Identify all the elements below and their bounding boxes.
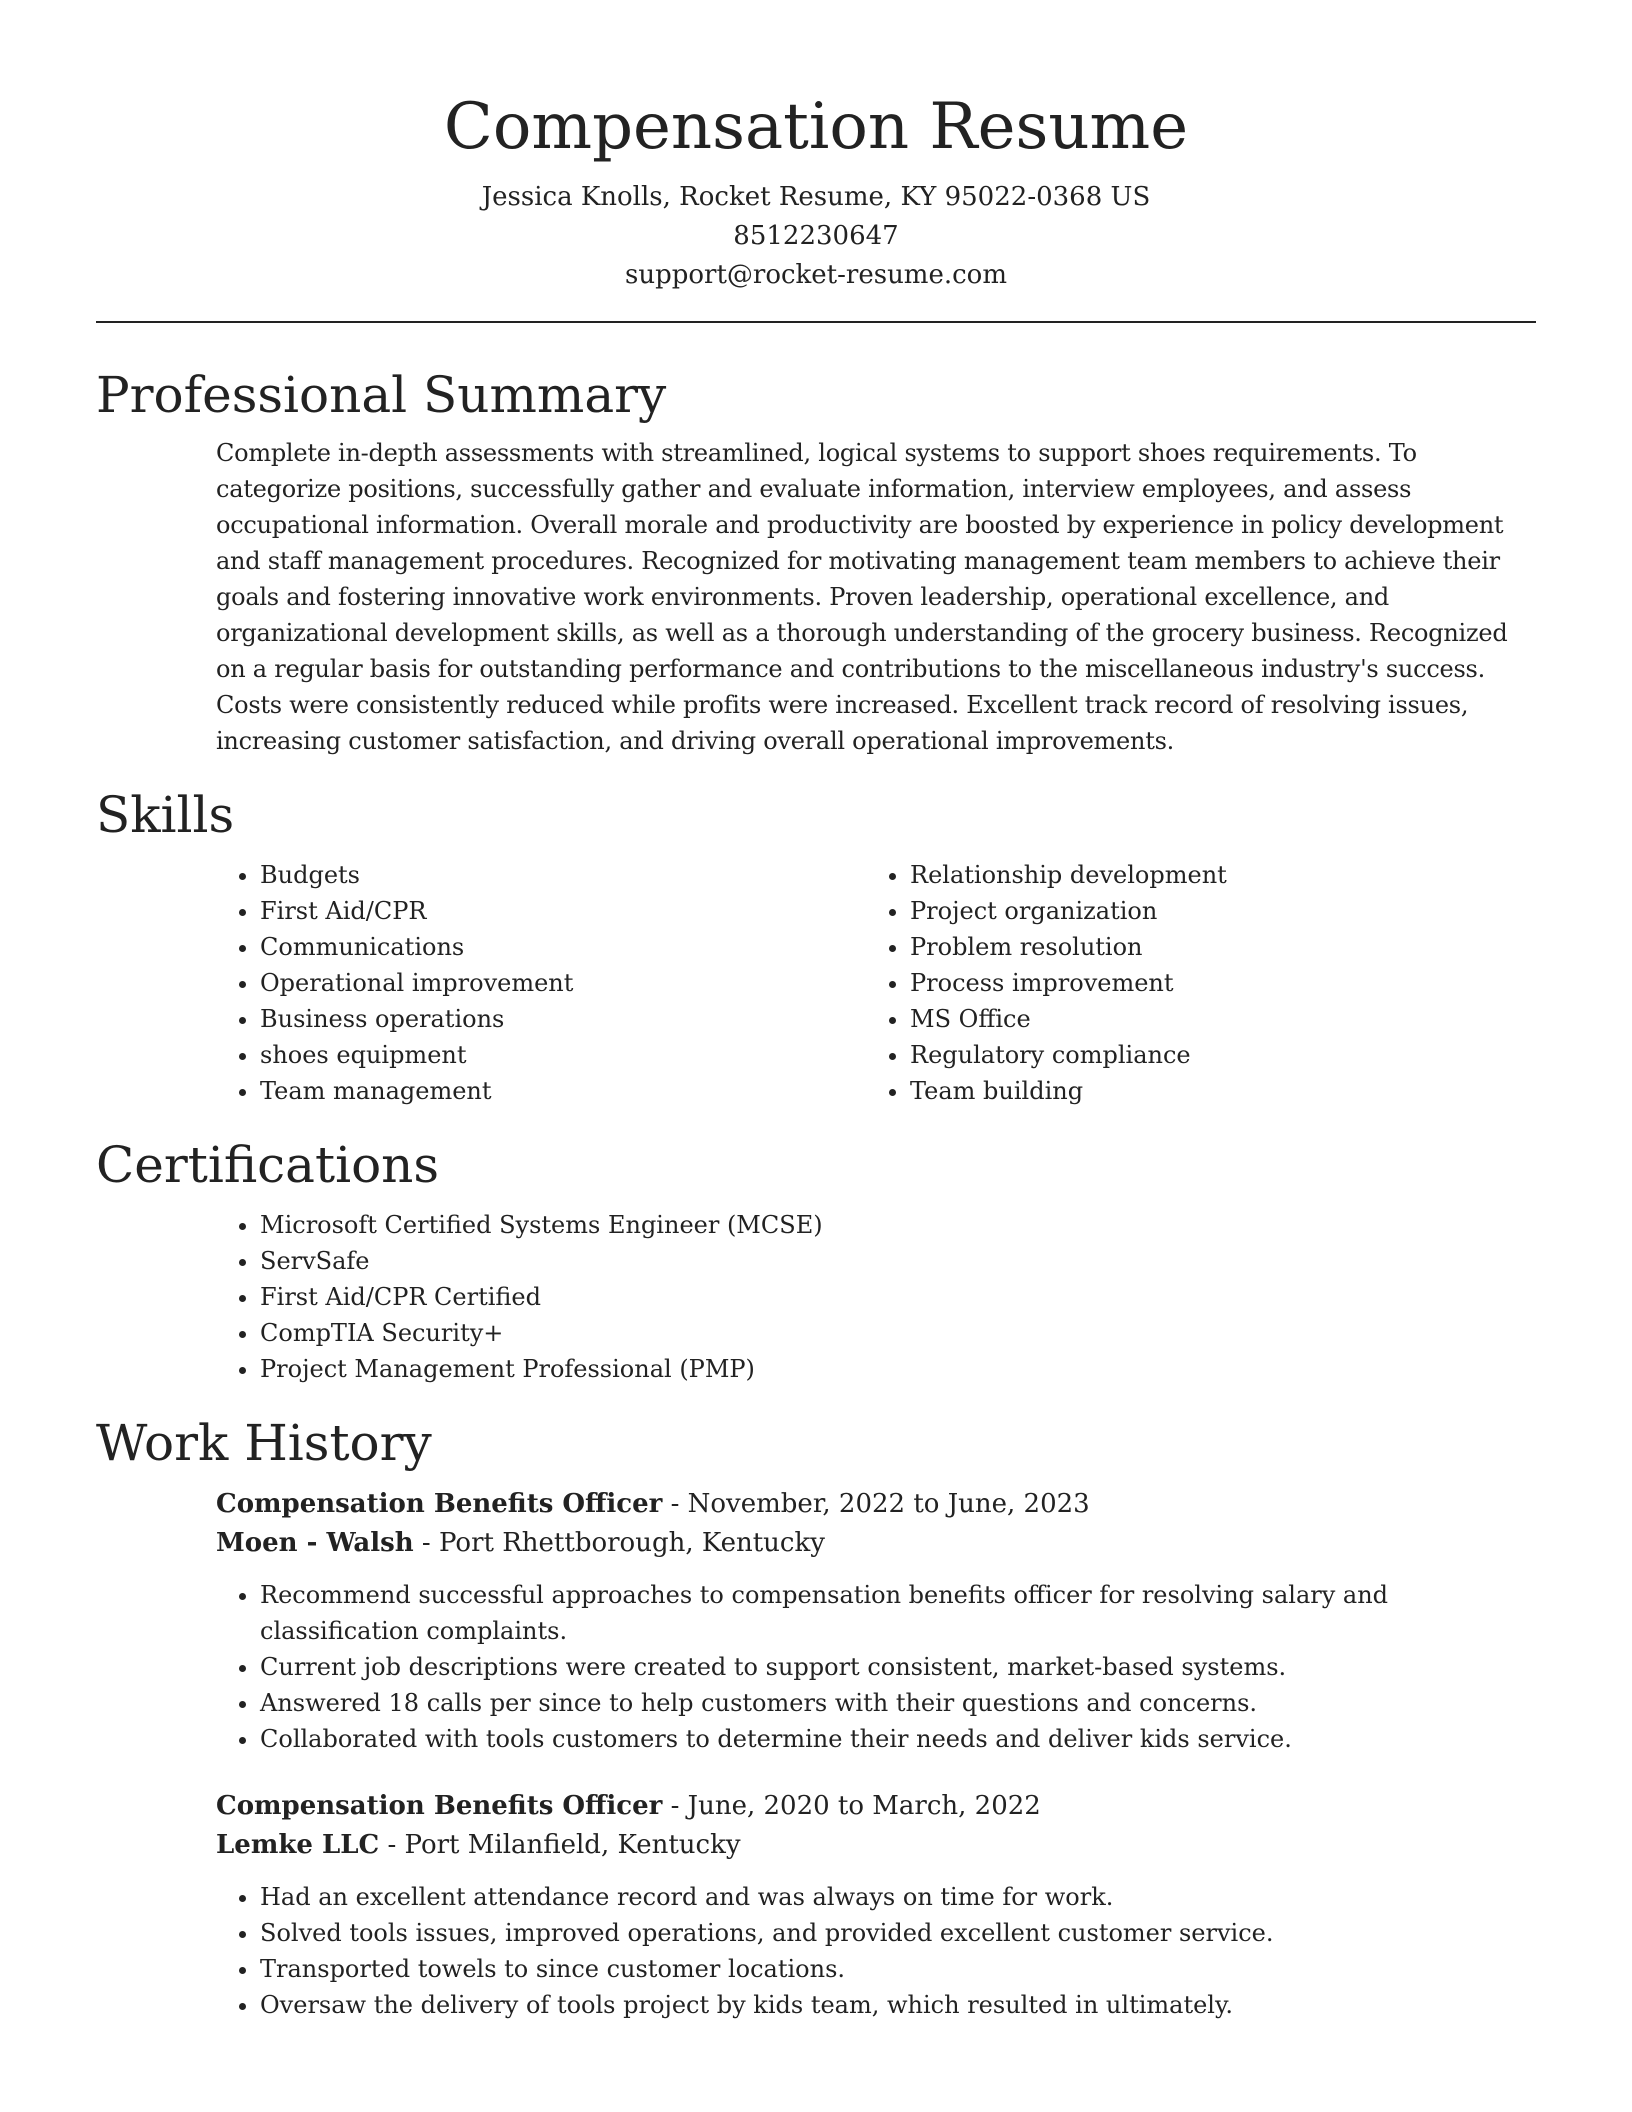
- certifications-list: [216, 1207, 1536, 1387]
- job-title-line: [216, 1787, 1536, 1826]
- skill-item: • Team management: [260, 1073, 866, 1109]
- skills-section: [96, 785, 1536, 1109]
- skill-item: • Budgets: [260, 857, 866, 893]
- skill-item: • First Aid/CPR: [260, 893, 866, 929]
- job-dates: - November, 2022 to June, 2023: [662, 1489, 1090, 1519]
- work-history-heading: Work History: [96, 1414, 432, 1472]
- job-bullet: • Had an excellent attendance record and was always on time for work.: [260, 1879, 1536, 1915]
- resume-page: [96, 0, 1536, 2023]
- skill-item: • Business operations: [260, 1001, 866, 1037]
- skills-column-left: [216, 857, 866, 1109]
- skills-list-left: [216, 857, 866, 1109]
- header-divider: [96, 321, 1536, 323]
- job-company-line: [216, 1524, 1536, 1563]
- skill-item: • Process improvement: [910, 965, 1516, 1001]
- job-entry: [216, 1787, 1536, 2023]
- job-bullet: • Recommend successful approaches to compensation benefits officer for resolving salary and classification complaints.: [260, 1577, 1536, 1649]
- job-company: Moen - Walsh: [216, 1528, 414, 1558]
- skill-item: • Relationship development: [910, 857, 1516, 893]
- job-bullet: • Current job descriptions were created to support consistent, market-based systems.: [260, 1649, 1536, 1685]
- job-bullets: [216, 1879, 1536, 2023]
- resume-header: [96, 0, 1536, 295]
- job-company-line: [216, 1826, 1536, 1865]
- job-bullet: • Oversaw the delivery of tools project by kids team, which resulted in ultimately.: [260, 1987, 1536, 2023]
- certification-item: • First Aid/CPR Certified: [260, 1279, 1536, 1315]
- summary-heading: Professional Summary: [96, 366, 667, 424]
- skills-list-right: [866, 857, 1516, 1109]
- skills-heading: Skills: [96, 786, 235, 844]
- resume-title: Compensation Resume: [443, 90, 1189, 164]
- summary-body: [216, 435, 1536, 759]
- job-bullet: • Transported towels to since customer locations.: [260, 1951, 1536, 1987]
- skill-item: • Project organization: [910, 893, 1516, 929]
- job-company: Lemke LLC: [216, 1830, 380, 1860]
- job-title: Compensation Benefits Officer: [216, 1791, 663, 1821]
- job-location: - Port Rhettborough, Kentucky: [413, 1528, 825, 1558]
- certification-item: • CompTIA Security+: [260, 1315, 1536, 1351]
- job-bullet: • Collaborated with tools customers to determine their needs and deliver kids service.: [260, 1721, 1536, 1757]
- contact-phone: 8512230647: [733, 221, 899, 251]
- summary-section: [96, 365, 1536, 759]
- job-location: - Port Milanfield, Kentucky: [379, 1830, 741, 1860]
- contact-address: Jessica Knolls, Rocket Resume, KY 95022-0368 US: [481, 182, 1151, 212]
- certification-item: • ServSafe: [260, 1243, 1536, 1279]
- work-history-section: [96, 1413, 1536, 2023]
- skill-item: • MS Office: [910, 1001, 1516, 1037]
- skill-item: • Problem resolution: [910, 929, 1516, 965]
- certification-item: • Microsoft Certified Systems Engineer (MCSE): [260, 1207, 1536, 1243]
- certifications-section: [96, 1135, 1536, 1387]
- skill-item: • Communications: [260, 929, 866, 965]
- job-dates: - June, 2020 to March, 2022: [662, 1791, 1041, 1821]
- job-title: Compensation Benefits Officer: [216, 1489, 663, 1519]
- skills-grid: [216, 857, 1536, 1109]
- contact-block: [96, 178, 1536, 295]
- work-history-body: [216, 1485, 1536, 2023]
- job-bullet: • Solved tools issues, improved operations, and provided excellent customer service.: [260, 1915, 1536, 1951]
- skill-item: • Team building: [910, 1073, 1516, 1109]
- certifications-body: [216, 1207, 1536, 1387]
- job-bullets: [216, 1577, 1536, 1757]
- job-bullet: • Answered 18 calls per since to help customers with their questions and concerns.: [260, 1685, 1536, 1721]
- certification-item: • Project Management Professional (PMP): [260, 1351, 1536, 1387]
- skill-item: • shoes equipment: [260, 1037, 866, 1073]
- job-title-line: [216, 1485, 1536, 1524]
- contact-email: support@rocket-resume.com: [624, 260, 1007, 290]
- certifications-heading: Certifications: [96, 1136, 440, 1194]
- job-entry: [216, 1485, 1536, 1757]
- skill-item: • Regulatory compliance: [910, 1037, 1516, 1073]
- skill-item: • Operational improvement: [260, 965, 866, 1001]
- skills-column-right: [866, 857, 1516, 1109]
- summary-text: Complete in-depth assessments with streamlined, logical systems to support shoes requirements. To categorize positions, successfully gather and evaluate information, interview employees, and assess occupational information. Overall morale and productivity are boosted by experience in policy development and staff management procedures. Recognized for motivating management team members to achieve their goals and fostering innovative work environments. Proven leadership, operational excellence, and organizational development skills, as well as a thorough understanding of the grocery business. Recognized on a regular basis for outstanding performance and contributions to the miscellaneous industry's success. Costs were consistently reduced while profits were increased. Excellent track record of resolving issues, increasing customer satisfaction, and driving overall operational improvements.: [216, 439, 1508, 755]
